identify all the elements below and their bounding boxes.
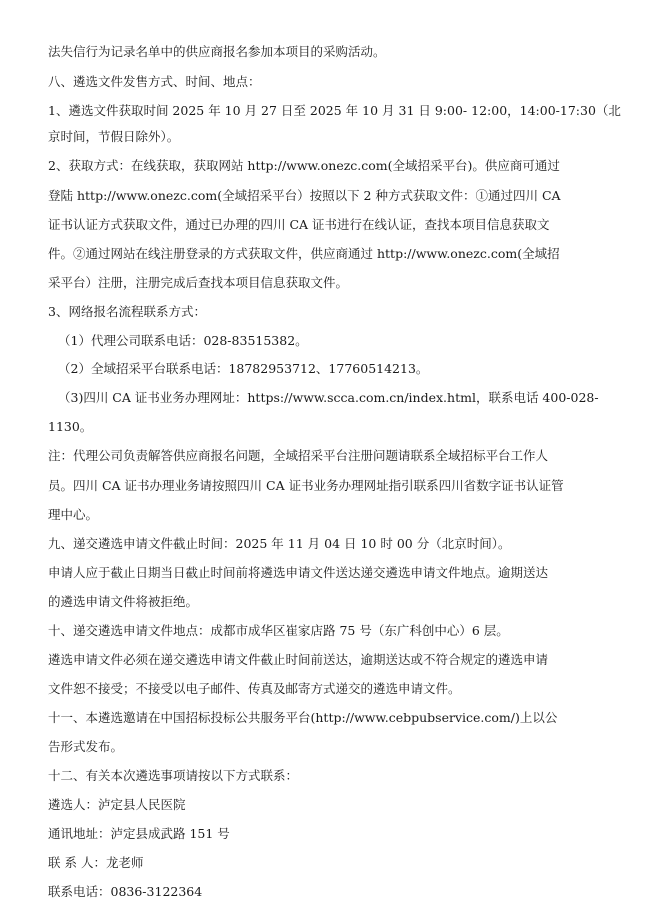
text-line: 登陆 http://www.onezc.com(全域招采平台）按照以下 2 种方式获取文件：①通过四川 CA bbox=[48, 188, 561, 203]
text-line: 遴选申请文件必须在递交遴选申请文件截止时间前送达，逾期送达或不符合规定的遴选申请 bbox=[48, 652, 549, 667]
text-line: （2）全域招采平台联系电话：18782953712、17760514213。 bbox=[58, 361, 429, 376]
text-line: 的遴选申请文件将被拒绝。 bbox=[48, 594, 199, 609]
contact-procurer: 遴选人：泸定县人民医院 bbox=[48, 797, 186, 812]
contact-address: 通讯地址：泸定县成武路 151 号 bbox=[48, 826, 230, 841]
section-heading: 八、遴选文件发售方式、时间、地点： bbox=[48, 74, 261, 89]
text-line: 采平台）注册，注册完成后查找本项目信息获取文件。 bbox=[48, 275, 349, 290]
text-line: 法失信行为记录名单中的供应商报名参加本项目的采购活动。 bbox=[48, 44, 386, 59]
text-line: 3、网络报名流程联系方式： bbox=[48, 304, 206, 319]
contact-phone: 联系电话：0836-3122364 bbox=[48, 884, 203, 899]
note-line: 员。四川 CA 证书办理业务请按照四川 CA 证书业务办理网址指引联系四川省数字证书认证管 bbox=[48, 478, 564, 493]
text-line: （1）代理公司联系电话：028-83515382。 bbox=[58, 333, 308, 348]
text-line: 告形式发布。 bbox=[48, 739, 124, 754]
text-line: 申请人应于截止日期当日截止时间前将遴选申请文件送达递交遴选申请文件地点。逾期送达 bbox=[48, 565, 549, 580]
section-heading: 九、递交遴选申请文件截止时间：2025 年 11 月 04 日 10 时 00 分（北京时间）。 bbox=[48, 536, 511, 551]
text-line: 1130。 bbox=[48, 419, 93, 434]
text-line: 证书认证方式获取文件，通过已办理的四川 CA 证书进行在线认证，查找本项目信息获取文 bbox=[48, 217, 550, 232]
text-line: 京时间，节假日除外）。 bbox=[48, 129, 180, 144]
text-line: 2、获取方式：在线获取，获取网站 http://www.onezc.com(全域招采平台)。供应商可通过 bbox=[48, 158, 560, 173]
note-line: 理中心。 bbox=[48, 507, 99, 522]
text-line: 文件恕不接受；不接受以电子邮件、传真及邮寄方式递交的遴选申请文件。 bbox=[48, 681, 461, 696]
note-line: 注：代理公司负责解答供应商报名问题，全域招采平台注册问题请联系全域招标平台工作人 bbox=[48, 448, 549, 463]
section-heading: 十一、本遴选邀请在中国招标投标公共服务平台(http://www.cebpubservice.com/)上以公 bbox=[48, 710, 558, 725]
text-line: （3)四川 CA 证书业务办理网址：https://www.scca.com.cn/index.html，联系电话 400-028- bbox=[58, 390, 599, 405]
text-line: 1、遴选文件获取时间 2025 年 10 月 27 日至 2025 年 10 月 31 日 9:00- 12:00，14:00-17:30（北 bbox=[48, 103, 621, 118]
section-heading: 十二、有关本次遴选事项请按以下方式联系： bbox=[48, 768, 299, 783]
text-line: 件。②通过网站在线注册登录的方式获取文件，供应商通过 http://www.onezc.com(全域招 bbox=[48, 246, 560, 261]
section-heading: 十、递交遴选申请文件地点：成都市成华区崔家店路 75 号（东广科创中心）6 层。 bbox=[48, 623, 509, 638]
contact-person: 联 系 人：龙老师 bbox=[48, 855, 144, 870]
